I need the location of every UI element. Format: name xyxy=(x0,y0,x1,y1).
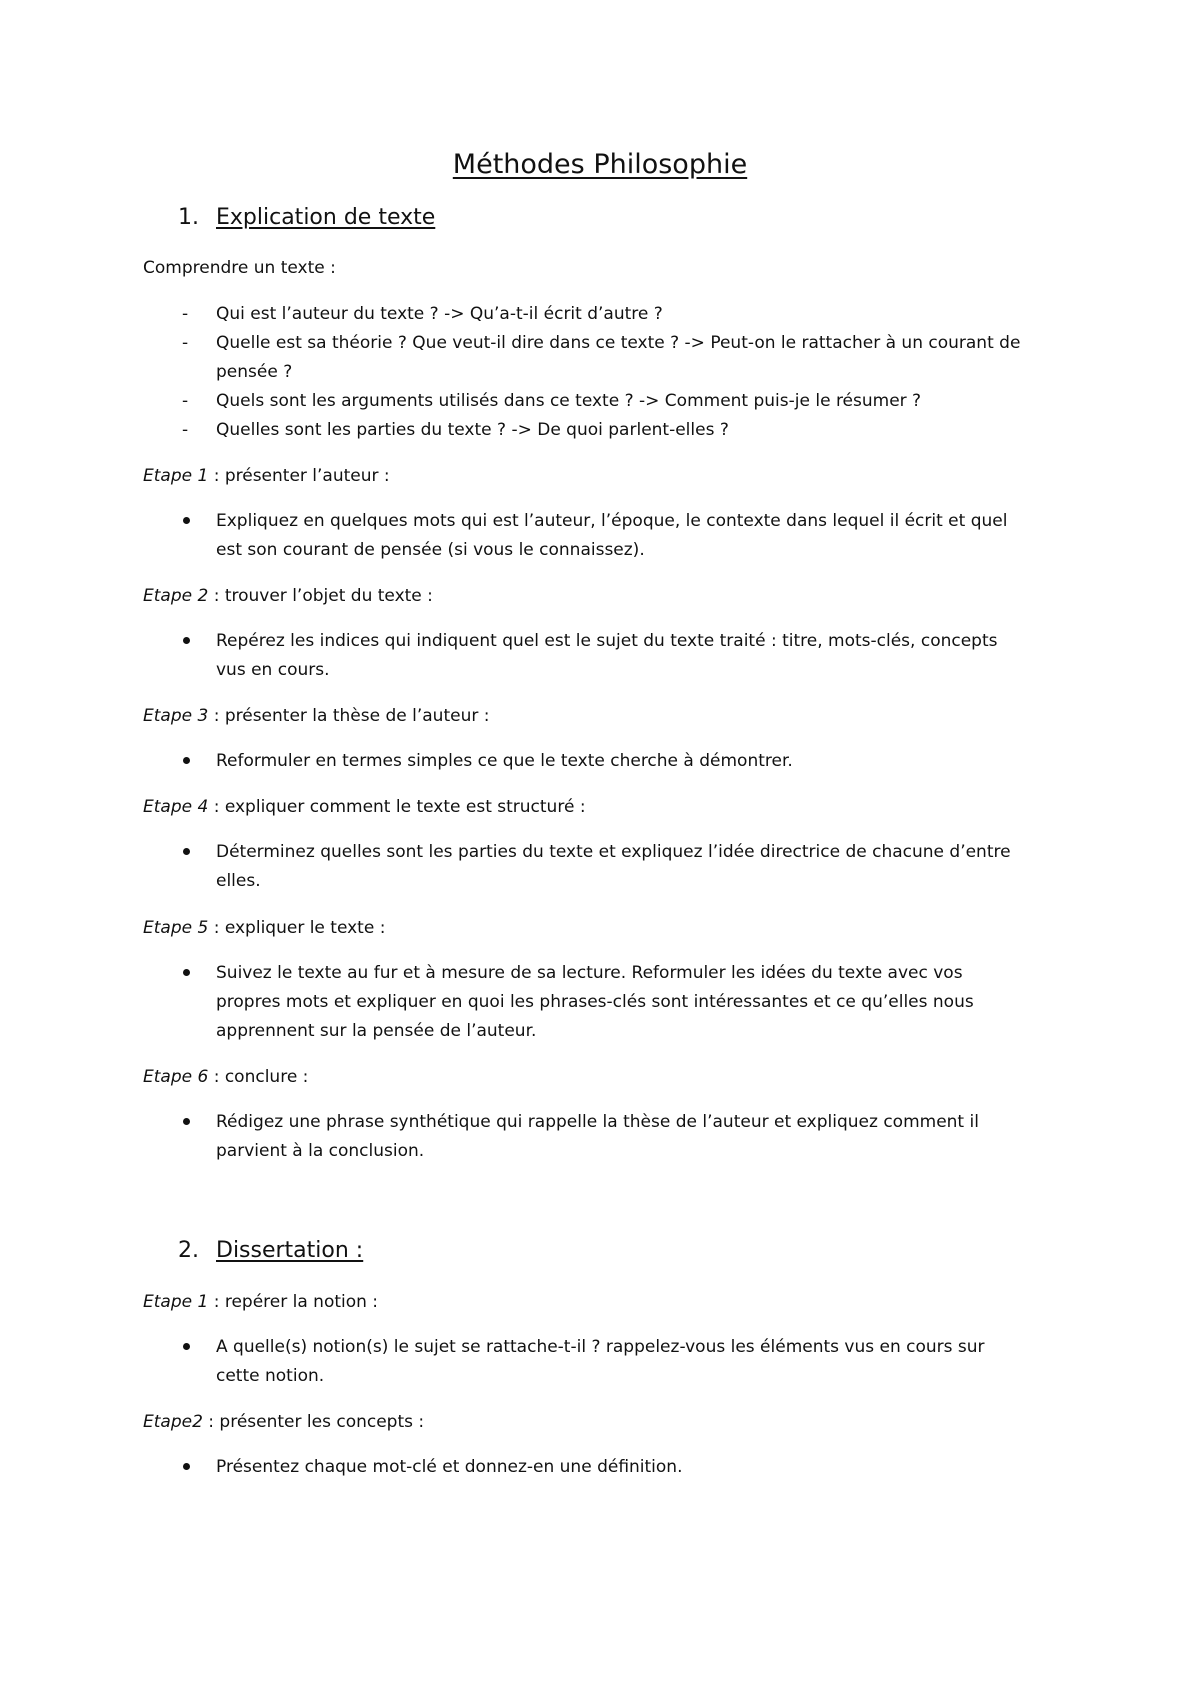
etape-6-line-2: parvient à la conclusion. xyxy=(216,1141,425,1161)
section-2-title: Dissertation : xyxy=(216,1238,364,1263)
dissertation-etape-2-line-1: Présentez chaque mot-clé et donnez-en une définition. xyxy=(216,1457,683,1477)
etape-4-line-1: Déterminez quelles sont les parties du texte et expliquez l’idée directrice de chacune d’entre xyxy=(216,842,1011,862)
question-4: Quelles sont les parties du texte ? -> De quoi parlent-elles ? xyxy=(216,420,729,440)
etape-label: Etape 6 xyxy=(143,1067,209,1087)
etape-3-line-1: Reformuler en termes simples ce que le texte cherche à démontrer. xyxy=(216,751,793,771)
etape-1-line-1: Expliquez en quelques mots qui est l’auteur, l’époque, le contexte dans lequel il écrit et quel xyxy=(216,511,1008,531)
section-2-number: 2. xyxy=(178,1238,199,1263)
etape-title: : repérer la notion : xyxy=(208,1292,379,1312)
document-title xyxy=(0,145,1200,185)
bullet-icon xyxy=(183,637,190,644)
etape-6-heading xyxy=(143,1065,308,1089)
question-2: Quelle est sa théorie ? Que veut-il dire dans ce texte ? -> Peut-on le rattacher à un courant de xyxy=(216,333,1021,353)
bullet-icon xyxy=(183,1463,190,1470)
etape-5-line-2: propres mots et expliquer en quoi les phrases-clés sont intéressantes et ce qu’elles nous xyxy=(216,992,974,1012)
etape-1-line-2: est son courant de pensée (si vous le connaissez). xyxy=(216,540,645,560)
dash-marker: - xyxy=(182,333,189,353)
dissertation-etape-2-heading xyxy=(143,1410,424,1434)
etape-title: : présenter l’auteur : xyxy=(208,466,390,486)
etape-label: Etape 3 xyxy=(143,706,209,726)
dash-marker: - xyxy=(182,420,189,440)
intro-text: Comprendre un texte : xyxy=(143,258,336,278)
dash-marker: - xyxy=(182,304,189,324)
etape-label: Etape2 xyxy=(143,1412,203,1432)
etape-5-line-3: apprennent sur la pensée de l’auteur. xyxy=(216,1021,537,1041)
etape-label: Etape 4 xyxy=(143,797,209,817)
section-1-number: 1. xyxy=(178,205,199,230)
bullet-icon xyxy=(183,1118,190,1125)
etape-5-line-1: Suivez le texte au fur et à mesure de sa lecture. Reformuler les idées du texte avec vos xyxy=(216,963,963,983)
etape-4-line-2: elles. xyxy=(216,871,261,891)
etape-4-heading xyxy=(143,795,586,819)
question-3: Quels sont les arguments utilisés dans ce texte ? -> Comment puis-je le résumer ? xyxy=(216,391,922,411)
dash-marker: - xyxy=(182,391,189,411)
bullet-icon xyxy=(183,517,190,524)
etape-label: Etape 5 xyxy=(143,918,209,938)
bullet-icon xyxy=(183,848,190,855)
document-title-text: Méthodes Philosophie xyxy=(452,149,748,180)
etape-6-line-1: Rédigez une phrase synthétique qui rappelle la thèse de l’auteur et expliquez comment il xyxy=(216,1112,979,1132)
bullet-icon xyxy=(183,969,190,976)
etape-2-line-1: Repérez les indices qui indiquent quel est le sujet du texte traité : titre, mots-clés, concepts xyxy=(216,631,998,651)
question-2-continuation: pensée ? xyxy=(216,362,293,382)
etape-title: : expliquer comment le texte est structuré : xyxy=(208,797,586,817)
etape-3-heading xyxy=(143,704,489,728)
etape-title: : conclure : xyxy=(208,1067,309,1087)
etape-5-heading xyxy=(143,916,385,940)
dissertation-etape-1-line-2: cette notion. xyxy=(216,1366,325,1386)
etape-title: : présenter les concepts : xyxy=(202,1412,425,1432)
etape-title: : expliquer le texte : xyxy=(208,918,386,938)
etape-2-line-2: vus en cours. xyxy=(216,660,330,680)
etape-label: Etape 1 xyxy=(143,1292,209,1312)
etape-2-heading xyxy=(143,584,433,608)
question-1: Qui est l’auteur du texte ? -> Qu’a-t-il écrit d’autre ? xyxy=(216,304,663,324)
bullet-icon xyxy=(183,757,190,764)
bullet-icon xyxy=(183,1343,190,1350)
dissertation-etape-1-heading xyxy=(143,1290,378,1314)
etape-title: : trouver l’objet du texte : xyxy=(208,586,433,606)
etape-label: Etape 1 xyxy=(143,466,209,486)
etape-1-heading xyxy=(143,464,390,488)
dissertation-etape-1-line-1: A quelle(s) notion(s) le sujet se rattache-t-il ? rappelez-vous les éléments vus en cours sur xyxy=(216,1337,985,1357)
etape-title: : présenter la thèse de l’auteur : xyxy=(208,706,490,726)
etape-label: Etape 2 xyxy=(143,586,209,606)
section-1-title: Explication de texte xyxy=(216,205,436,230)
